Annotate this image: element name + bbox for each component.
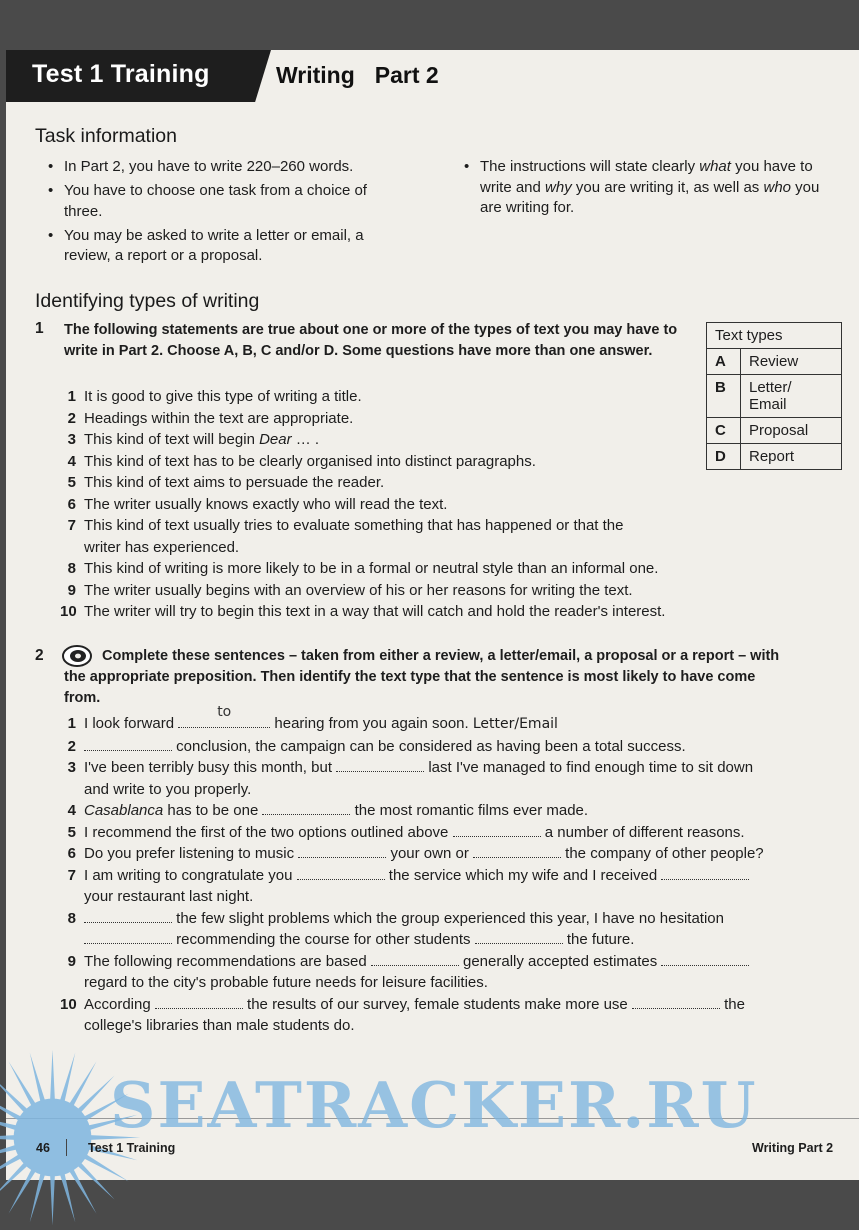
header-section: [276, 62, 459, 89]
question-1-items: [60, 386, 740, 623]
table-row: [707, 323, 842, 349]
header-part-label: Part 2: [374, 62, 439, 88]
table-row: B Letter/ Email: [707, 375, 842, 418]
header-title: Test 1 Training: [32, 60, 210, 88]
list-item: 1 It is good to give this type of writing a title.: [67, 388, 362, 405]
answer-gap[interactable]: [178, 704, 270, 728]
answer-gap[interactable]: [297, 867, 385, 880]
footer-right-label: Writing Part 2: [752, 1141, 834, 1155]
list-item: 3 This kind of text will begin Dear … .: [67, 431, 320, 448]
footer-divider: [66, 1139, 67, 1156]
question-2-items: [60, 704, 775, 1037]
list-item: 2 Headings within the text are appropriate.: [67, 409, 354, 427]
sunburst-ray: [76, 1161, 115, 1200]
table-row: D Report: [707, 444, 842, 470]
answer-gap[interactable]: [155, 996, 243, 1009]
handwritten-answer: to: [217, 704, 232, 720]
sunburst-ray: [59, 1171, 75, 1223]
list-item: 7 I am writing to congratulate you the service which my wife and I received your restaurant last night.: [60, 865, 775, 908]
answer-gap[interactable]: [84, 931, 172, 944]
list-item: 3 I've been terribly busy this month, but last I've managed to find enough time to sit down and write to you properly.: [67, 759, 754, 798]
handwritten-type: Letter/Email: [472, 716, 558, 732]
question-number: 2: [35, 647, 44, 664]
page-header: [6, 50, 859, 102]
list-item: 8 This kind of writing is more likely to be in a formal or neutral style than an informal one.: [67, 560, 659, 577]
answer-gap[interactable]: [661, 867, 749, 880]
question-2-instruction: Complete these sentences – taken from either a review, a letter/email, a proposal or a report – with the appropriate preposition. Then identify the text type that the sentence is most likely to have come from.: [64, 648, 780, 706]
task-info-left-list: [34, 157, 404, 270]
list-item: • The instructions will state clearly what you have to write and why you are writing it, as well as who you are writing for.: [450, 157, 835, 219]
answer-gap[interactable]: [336, 759, 424, 772]
watermark: SEATRACKER.RU: [110, 1068, 758, 1142]
sunburst-ray: [50, 1050, 55, 1103]
list-item: 4 Casablanca has to be one the most romantic films ever made.: [67, 802, 589, 819]
list-item: 5 This kind of text aims to persuade the reader.: [67, 474, 385, 491]
footer-left-label: Test 1 Training: [88, 1141, 176, 1155]
answer-gap[interactable]: [298, 845, 386, 858]
list-item: 4 This kind of text has to be clearly organised into distinct paragraphs.: [67, 452, 536, 470]
sunburst-ray: [30, 1171, 46, 1223]
list-item: 6 Do you prefer listening to music your own or the company of other people?: [67, 845, 764, 862]
answer-gap[interactable]: [84, 910, 172, 923]
sunburst-ray: [68, 1061, 96, 1108]
sunburst-ray: [50, 1173, 55, 1226]
sunburst-ray: [30, 1053, 46, 1105]
sunburst-ray: [0, 1135, 17, 1140]
answer-gap[interactable]: [473, 845, 561, 858]
list-item: • In Part 2, you have to write 220–260 words.: [34, 157, 404, 178]
list-item: 5 I recommend the first of the two options outlined above a number of different reasons.: [67, 823, 745, 841]
list-item: 6 The writer usually knows exactly who will read the text.: [67, 495, 448, 513]
sunburst-ray: [68, 1167, 96, 1214]
question-1-instruction: The following statements are true about one or more of the types of text you may have to write in Part 2. Choose A, B, C and/or D. Some questions have more than one answer.: [64, 322, 678, 359]
task-info-right-list: [450, 157, 835, 222]
sunburst-ray: [59, 1053, 75, 1105]
identifying-heading: Identifying types of writing: [35, 290, 260, 312]
sunburst-ray: [9, 1167, 37, 1214]
table-row: A Review: [707, 349, 842, 375]
list-item: 10 The writer will try to begin this text in a way that will catch and hold the reader's interest.: [60, 603, 666, 620]
text-types-table: [706, 322, 842, 470]
list-item: 2 conclusion, the campaign can be considered as having been a total success.: [67, 737, 686, 755]
page-number: 46: [36, 1141, 50, 1155]
table-row: C Proposal: [707, 418, 842, 444]
list-item: • You have to choose one task from a choice of three.: [34, 181, 404, 222]
answer-gap[interactable]: [371, 953, 459, 966]
sunburst-ray: [9, 1061, 37, 1108]
list-item: 9 The writer usually begins with an overview of his or her reasons for writing the text.: [67, 581, 633, 599]
sunburst-ray: [82, 1153, 129, 1181]
sunburst-ray: [76, 1075, 115, 1114]
list-item: 10 According the results of our survey, female students make more use the college's libraries than male students do.: [60, 995, 745, 1034]
list-item: 7 This kind of text usually tries to evaluate something that has happened or that the writer has experienced.: [67, 517, 624, 556]
list-item: 1 I look forward to hearing from you again soon. Letter/Email: [67, 704, 558, 732]
list-item: 9 The following recommendations are based generally accepted estimates regard to the city's probable future needs for leisure facilities.: [60, 951, 775, 994]
answer-gap[interactable]: [84, 738, 172, 751]
answer-gap[interactable]: [453, 824, 541, 837]
task-info-heading: Task information: [35, 125, 177, 147]
list-item: 8 the few slight problems which the group experienced this year, I have no hesitation recommending the course for other students the future.: [67, 909, 724, 948]
answer-gap[interactable]: [475, 931, 563, 944]
list-item: • You may be asked to write a letter or email, a review, a report or a proposal.: [34, 226, 404, 267]
answer-gap[interactable]: [661, 953, 749, 966]
header-section-label: Writing: [276, 62, 355, 88]
answer-gap[interactable]: [632, 996, 720, 1009]
answer-gap[interactable]: [262, 802, 350, 815]
question-number: 1: [35, 320, 44, 337]
text-types-title: Text types: [707, 323, 842, 349]
